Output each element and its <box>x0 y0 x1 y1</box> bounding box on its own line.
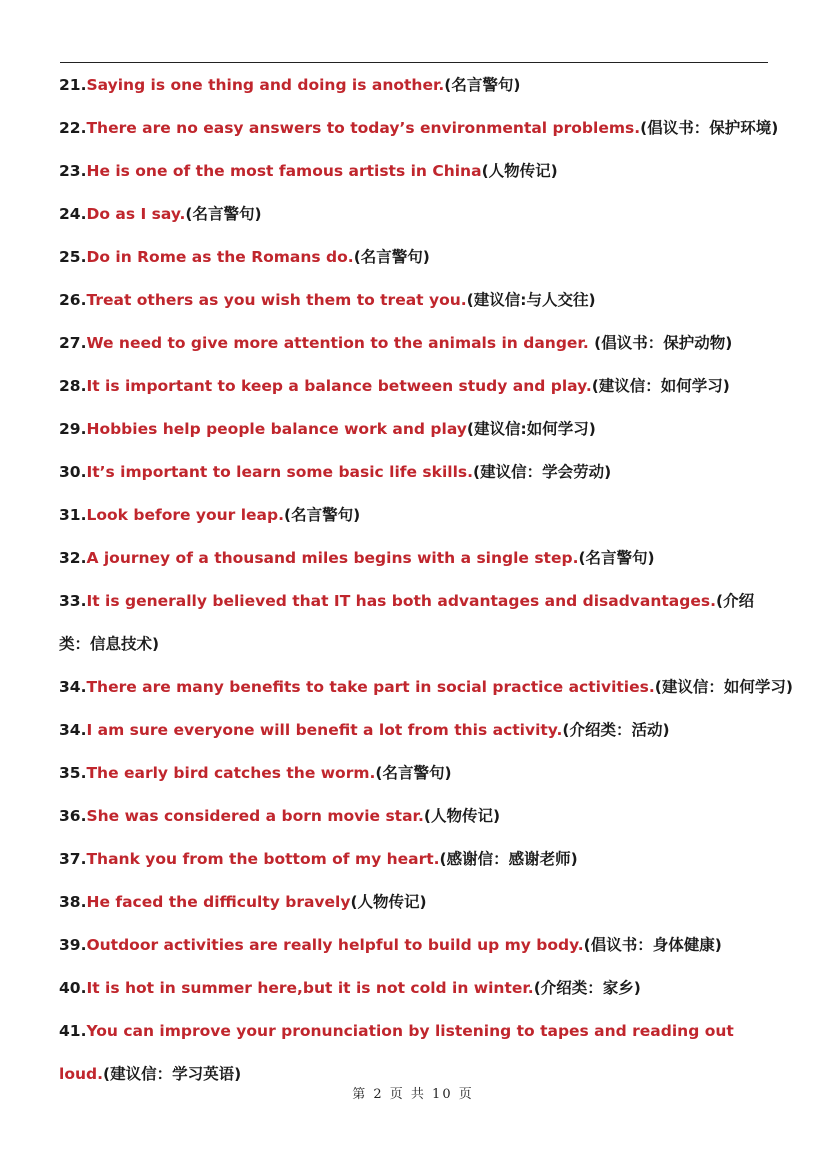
entry-sentence: There are many benefits to take part in social practice activities. <box>86 678 655 696</box>
entry-30 <box>59 451 771 494</box>
entry-sentence: Do in Rome as the Romans do. <box>86 248 354 266</box>
page-number: 第 2 页 共 10 页 <box>352 1087 474 1102</box>
entry-category: (感谢信：感谢老师) <box>439 850 578 868</box>
entry-number: 21. <box>59 76 87 94</box>
entry-sentence: It is important to keep a balance between study and play. <box>86 377 592 395</box>
entry-number: 26. <box>59 291 87 309</box>
entry-40 <box>59 967 771 1010</box>
entry-number: 37. <box>59 850 87 868</box>
entry-sentence: You can improve your pronunciation by listening to tapes and reading out loud. <box>59 1022 734 1083</box>
entry-35 <box>59 752 771 795</box>
entry-number: 28. <box>59 377 87 395</box>
entry-sentence: It is hot in summer here,but it is not cold in winter. <box>86 979 534 997</box>
entry-number: 38. <box>59 893 87 911</box>
entry-category: (建议信:与人交往) <box>466 291 596 309</box>
entry-number: 40. <box>59 979 87 997</box>
entry-category: (人物传记) <box>481 162 558 180</box>
entry-category: (名言警句) <box>185 205 262 223</box>
entry-category: (人物传记) <box>350 893 427 911</box>
entry-category: (建议信：如何学习) <box>591 377 730 395</box>
entry-sentence: He is one of the most famous artists in China <box>86 162 482 180</box>
entry-category: (建议信：如何学习) <box>654 678 793 696</box>
entry-29 <box>59 408 771 451</box>
entry-33 <box>59 580 771 666</box>
entry-number: 24. <box>59 205 87 223</box>
entry-38 <box>59 881 771 924</box>
entry-sentence: The early bird catches the worm. <box>86 764 376 782</box>
entry-category: (建议信：学习英语) <box>102 1065 242 1083</box>
entry-category: (名言警句) <box>578 549 655 567</box>
entry-32 <box>59 537 771 580</box>
entry-sentence: It is generally believed that IT has both advantages and disadvantages. <box>86 592 716 610</box>
entry-number: 33. <box>59 592 87 610</box>
entry-37 <box>59 838 771 881</box>
entry-number: 39. <box>59 936 87 954</box>
entry-number: 41. <box>59 1022 87 1040</box>
entry-number: 31. <box>59 506 87 524</box>
entry-sentence: She was considered a born movie star. <box>86 807 424 825</box>
entry-category: (名言警句) <box>375 764 452 782</box>
entry-list <box>59 64 793 1096</box>
entry-number: 34. <box>59 678 87 696</box>
entry-28 <box>59 365 771 408</box>
entry-34a <box>59 666 793 709</box>
entry-sentence: It’s important to learn some basic life skills. <box>86 463 474 481</box>
entry-26 <box>59 279 771 322</box>
entry-sentence: Hobbies help people balance work and play <box>86 420 467 438</box>
entry-category: (名言警句) <box>284 506 361 524</box>
entry-sentence: A journey of a thousand miles begins with a single step. <box>86 549 579 567</box>
entry-number: 25. <box>59 248 87 266</box>
entry-31 <box>59 494 771 537</box>
entry-category: (介绍类：家乡) <box>533 979 641 997</box>
entry-number: 34. <box>59 721 87 739</box>
entry-sentence: Do as I say. <box>86 205 186 223</box>
entry-category: (倡议书：身体健康) <box>583 936 722 954</box>
entry-number: 35. <box>59 764 87 782</box>
entry-21 <box>59 64 771 107</box>
entry-category: (介绍类：活动) <box>562 721 670 739</box>
entry-25 <box>59 236 771 279</box>
entry-sentence: There are no easy answers to today’s environmental problems. <box>86 119 641 137</box>
entry-category: (名言警句) <box>353 248 430 266</box>
entry-category: (建议信：学会劳动) <box>473 463 612 481</box>
entry-sentence: Look before your leap. <box>86 506 284 524</box>
header-rule <box>60 62 768 63</box>
entry-34b <box>59 709 771 752</box>
entry-sentence: Outdoor activities are really helpful to build up my body. <box>86 936 584 954</box>
entry-number: 32. <box>59 549 87 567</box>
entry-sentence: Saying is one thing and doing is another. <box>86 76 445 94</box>
entry-number: 29. <box>59 420 87 438</box>
entry-category: (倡议书：保护环境) <box>640 119 779 137</box>
entry-number: 36. <box>59 807 87 825</box>
entry-category: (倡议书：保护动物) <box>588 334 733 352</box>
entry-number: 23. <box>59 162 87 180</box>
entry-36 <box>59 795 771 838</box>
entry-category: (建议信:如何学习) <box>466 420 596 438</box>
entry-category: (人物传记) <box>423 807 501 825</box>
entry-sentence: I am sure everyone will benefit a lot from this activity. <box>86 721 563 739</box>
entry-22 <box>59 107 779 150</box>
entry-39 <box>59 924 771 967</box>
entry-sentence: Thank you from the bottom of my heart. <box>86 850 440 868</box>
entry-23 <box>59 150 771 193</box>
entry-number: 27. <box>59 334 87 352</box>
entry-sentence: He faced the difficulty bravely <box>86 893 351 911</box>
entry-sentence: Treat others as you wish them to treat you. <box>86 291 467 309</box>
entry-sentence: We need to give more attention to the animals in danger. <box>86 334 589 352</box>
entry-27 <box>59 322 771 365</box>
entry-category: (介绍类：信息技术) <box>59 592 755 653</box>
entry-24 <box>59 193 771 236</box>
entry-category: (名言警句) <box>444 76 521 94</box>
entry-number: 22. <box>59 119 87 137</box>
entry-number: 30. <box>59 463 87 481</box>
